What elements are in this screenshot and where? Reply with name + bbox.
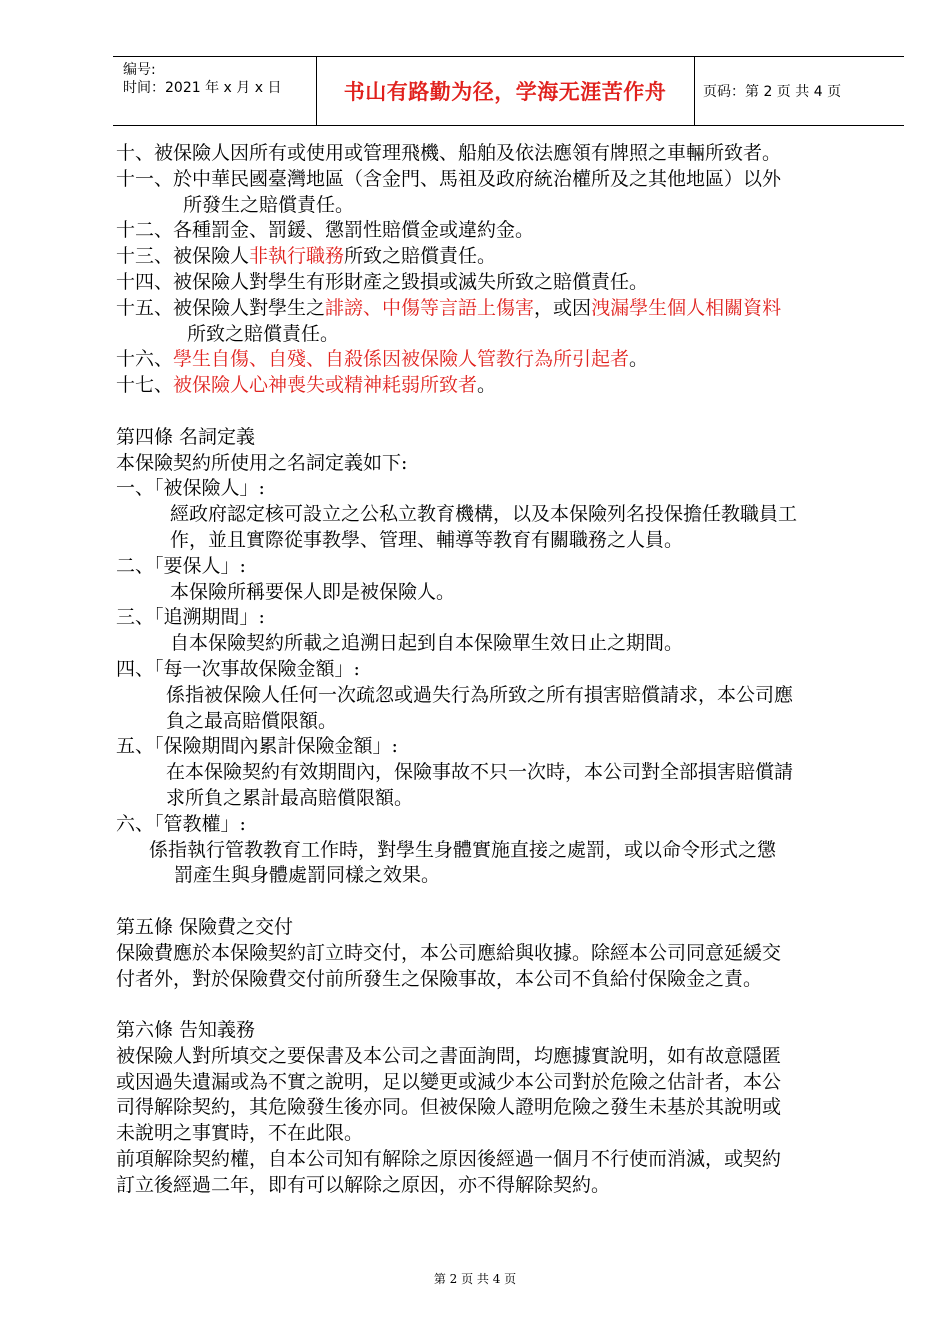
clause-11: 十一、於中華民國臺灣地區（含金門、馬祖及政府統治權所及之其他地區）以外 <box>116 167 782 190</box>
def-line: 經政府認定核可設立之公私立教育機構，以及本保險列名投保擔任教職員工 <box>170 503 798 526</box>
header-meta <box>123 61 281 97</box>
def-term: 四、「每一次事故保險金額」: <box>116 657 360 680</box>
clause-15: 十五、被保險人對學生之誹謗、中傷等言語上傷害，或因洩漏學生個人相關資料 <box>116 296 782 319</box>
article-4-intro: 本保險契約所使用之名詞定義如下: <box>116 451 408 474</box>
def-line: 在本保險契約有效期間內，保險事故不只一次時，本公司對全部損害賠償請 <box>166 761 794 784</box>
article-5-line: 保險費應於本保險契約訂立時交付，本公司應給與收據。除經本公司同意延緩交 <box>116 941 782 964</box>
def-line: 罰產生與身體處罰同樣之效果。 <box>174 864 441 887</box>
clause-10: 十、被保險人因所有或使用或管理飛機、船舶及依法應領有牌照之車輛所致者。 <box>116 142 782 164</box>
clause-15-cont: 所致之賠償責任。 <box>187 322 340 345</box>
def-line: 係指執行管教教育工作時，對學生身體實施直接之處罰，或以命令形式之懲 <box>149 838 777 861</box>
article-6-line: 未說明之事實時，不在此限。 <box>116 1122 364 1145</box>
def-line: 係指被保險人任何一次疏忽或過失行為所致之所有損害賠償請求，本公司應 <box>166 683 794 706</box>
def-line: 自本保險契約所載之追溯日起到自本保險單生效日止之期間。 <box>170 632 684 655</box>
header-motto: 书山有路勤为径，学海无涯苦作舟 <box>343 80 667 104</box>
article-6-line: 前項解除契約權，自本公司知有解除之原因後經過一個月不行使而消滅，或契約 <box>116 1148 782 1171</box>
header-page-label: 页码：第 2 页 共 4 页 <box>703 84 842 100</box>
article-5-line: 付者外，對於保險費交付前所發生之保險事故，本公司不負給付保險金之責。 <box>116 967 763 990</box>
document-body <box>116 141 906 1199</box>
def-line: 作，並且實際從事教學、管理、輔導等教育有關職務之人員。 <box>170 528 684 551</box>
header-divider <box>694 57 695 125</box>
def-term: 五、「保險期間內累計保險金額」: <box>116 735 398 758</box>
number-label: 编号: <box>123 62 156 78</box>
def-line: 負之最高賠償限額。 <box>166 709 338 732</box>
page-header <box>113 56 904 126</box>
clause-14: 十四、被保險人對學生有形財產之毀損或滅失所致之賠償責任。 <box>116 270 649 293</box>
clause-12: 十二、各種罰金、罰鍰、懲罰性賠償金或違約金。 <box>116 219 535 242</box>
def-term: 一、「被保險人」: <box>116 477 265 500</box>
article-6-title: 第六條 告知義務 <box>116 1019 256 1042</box>
article-6-line: 訂立後經過二年，即有可以解除之原因，亦不得解除契約。 <box>116 1173 611 1196</box>
clause-16: 十六、學生自傷、自殘、自殺係因被保險人管教行為所引起者。 <box>116 348 649 371</box>
article-5-title: 第五條 保險費之交付 <box>116 915 294 938</box>
def-term: 六、「管教權」: <box>116 812 246 835</box>
def-term: 二、「要保人」: <box>116 554 246 577</box>
clause-13: 十三、被保險人非執行職務所致之賠償責任。 <box>116 245 497 268</box>
def-line: 本保險所稱要保人即是被保險人。 <box>170 580 456 603</box>
article-6-line: 被保險人對所填交之要保書及本公司之書面詢問，均應據實說明，如有故意隱匿 <box>116 1044 782 1067</box>
article-6-line: 司得解除契約，其危險發生後亦同。但被保險人證明危險之發生未基於其說明或 <box>116 1096 782 1119</box>
clause-11-cont: 所發生之賠償責任。 <box>183 193 355 216</box>
article-6-line: 或因過失遺漏或為不實之說明，足以變更或減少本公司對於危險之估計者，本公 <box>116 1070 782 1093</box>
time-label: 时间：2021 年 x 月 x 日 <box>123 80 282 96</box>
clause-17: 十七、被保險人心神喪失或精神耗弱所致者。 <box>116 374 497 397</box>
page-footer: 第 2 页 共 4 页 <box>433 1272 517 1286</box>
def-term: 三、「追溯期間」: <box>116 606 265 629</box>
def-line: 求所負之累計最高賠償限額。 <box>166 786 414 809</box>
article-4-title: 第四條 名詞定義 <box>116 425 256 448</box>
